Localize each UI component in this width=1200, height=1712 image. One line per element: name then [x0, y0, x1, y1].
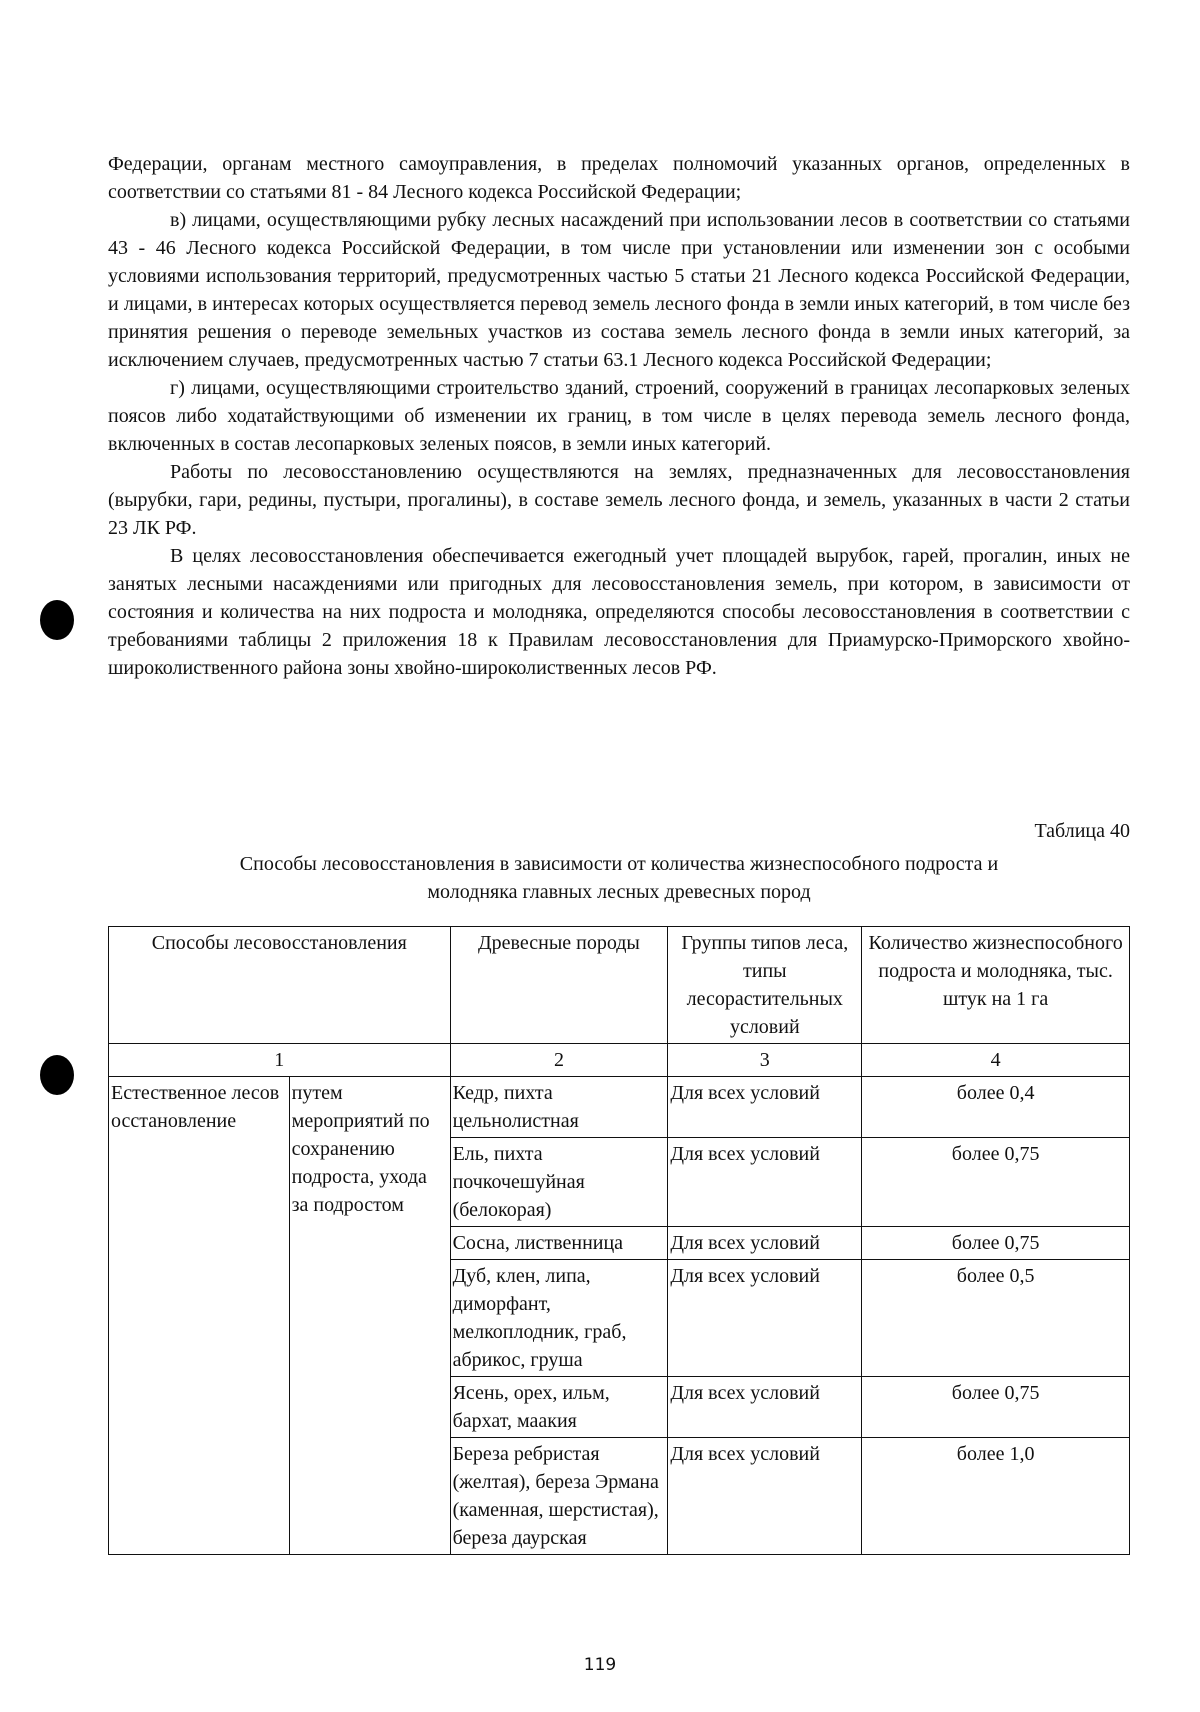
header-cell: Группы типов леса, типы лесорастительных условий [668, 927, 862, 1044]
species-cell: Сосна, лиственница [450, 1227, 668, 1260]
table-number: Таблица 40 [1034, 820, 1130, 842]
species-cell: Береза ребристая (желтая), береза Эрмана (каменная, шерстистая), береза даурская [450, 1438, 668, 1555]
page-number: 119 [583, 1655, 617, 1675]
paragraph: Работы по лесовосстановлению осуществляются на землях, предназначенных для лесовосстановления (вырубки, гари, редины, пустыри, прогалины), в составе земель лесного фонда, и земель, указанных в части 2 статьи 23 ЛК РФ. [108, 461, 1130, 539]
col-number: 2 [450, 1044, 668, 1077]
species-cell: Ель, пихта почкочешуйная (белокорая) [450, 1138, 668, 1227]
species-cell: Дуб, клен, липа, диморфант, мелкоплодник, граб, абрикос, груша [450, 1260, 668, 1377]
amount-cell: более 0,75 [862, 1377, 1130, 1438]
amount-cell: более 0,5 [862, 1260, 1130, 1377]
conditions-cell: Для всех условий [668, 1438, 862, 1555]
paragraph: в) лицами, осуществляющими рубку лесных насаждений при использовании лесов в соответствии со статьями 43 - 46 Лесного кодекса Российской Федерации, в том числе при установлении или изменении зон с особыми условиями использования территорий, предусмотренных частью 5 статьи 21 Лесного кодекса Российской Федерации, и лицами, в интересах которых осуществляется перевод земель лесного фонда в земли иных категорий, в том числе без принятия решения о переводе земельных участков из состава земель лесного фонда в земли иных категорий, за исключением случаев, предусмотренных частью 7 статьи 63.1 Лесного кодекса Российской Федерации; [108, 209, 1130, 371]
submethod-cell: путем мероприятий по сохранению подроста, ухода за подростом [289, 1077, 450, 1555]
amount-cell: более 0,75 [862, 1227, 1130, 1260]
table-row [109, 1077, 1130, 1138]
conditions-cell: Для всех условий [668, 1138, 862, 1227]
col-number: 4 [862, 1044, 1130, 1077]
punch-hole [40, 1055, 74, 1095]
body-text [108, 150, 1130, 682]
conditions-cell: Для всех условий [668, 1227, 862, 1260]
species-cell: Кедр, пихта цельнолистная [450, 1077, 668, 1138]
header-cell: Количество жизнеспособного подроста и молодняка, тыс. штук на 1 га [862, 927, 1130, 1044]
table-title-line: молодняка главных лесных древесных пород [427, 881, 811, 903]
species-cell: Ясень, орех, ильм, бархат, маакия [450, 1377, 668, 1438]
amount-cell: более 0,75 [862, 1138, 1130, 1227]
header-cell: Древесные породы [450, 927, 668, 1044]
amount-cell: более 0,4 [862, 1077, 1130, 1138]
paragraph: В целях лесовосстановления обеспечивается ежегодный учет площадей вырубок, гарей, прогалин, иных не занятых лесными насаждениями или пригодных для лесовосстановления земель, при котором, в зависимости от состояния и количества на них подроста и молодняка, определяются способы лесовосстановления в соответствии с требованиями таблицы 2 приложения 18 к Правилам лесовосстановления для Приамурско-Приморского хвойно-широколиственного района зоны хвойно-широколиственных лесов РФ. [108, 545, 1130, 679]
paragraph: г) лицами, осуществляющими строительство зданий, строений, сооружений в границах лесопарковых зеленых поясов либо ходатайствующими об изменении их границ, в том числе в целях перевода земель лесного фонда, включенных в состав лесопарковых зеленых поясов, в земли иных категорий. [108, 377, 1130, 455]
method-cell: Естественное лесовосстановление [109, 1077, 290, 1555]
punch-hole [40, 600, 74, 640]
conditions-cell: Для всех условий [668, 1377, 862, 1438]
reforestation-table [108, 926, 1130, 1555]
col-number: 1 [109, 1044, 451, 1077]
table-title-line: Способы лесовосстановления в зависимости от количества жизнеспособного подроста и [239, 853, 999, 875]
conditions-cell: Для всех условий [668, 1077, 862, 1138]
header-cell: Способы лесовосстановления [109, 927, 451, 1044]
table-title [108, 850, 1130, 906]
conditions-cell: Для всех условий [668, 1260, 862, 1377]
amount-cell: более 1,0 [862, 1438, 1130, 1555]
column-number-row [109, 1044, 1130, 1077]
paragraph: Федерации, органам местного самоуправления, в пределах полномочий указанных органов, определенных в соответствии со статьями 81 - 84 Лесного кодекса Российской Федерации; [108, 153, 1130, 203]
table-header-row [109, 927, 1130, 1044]
col-number: 3 [668, 1044, 862, 1077]
